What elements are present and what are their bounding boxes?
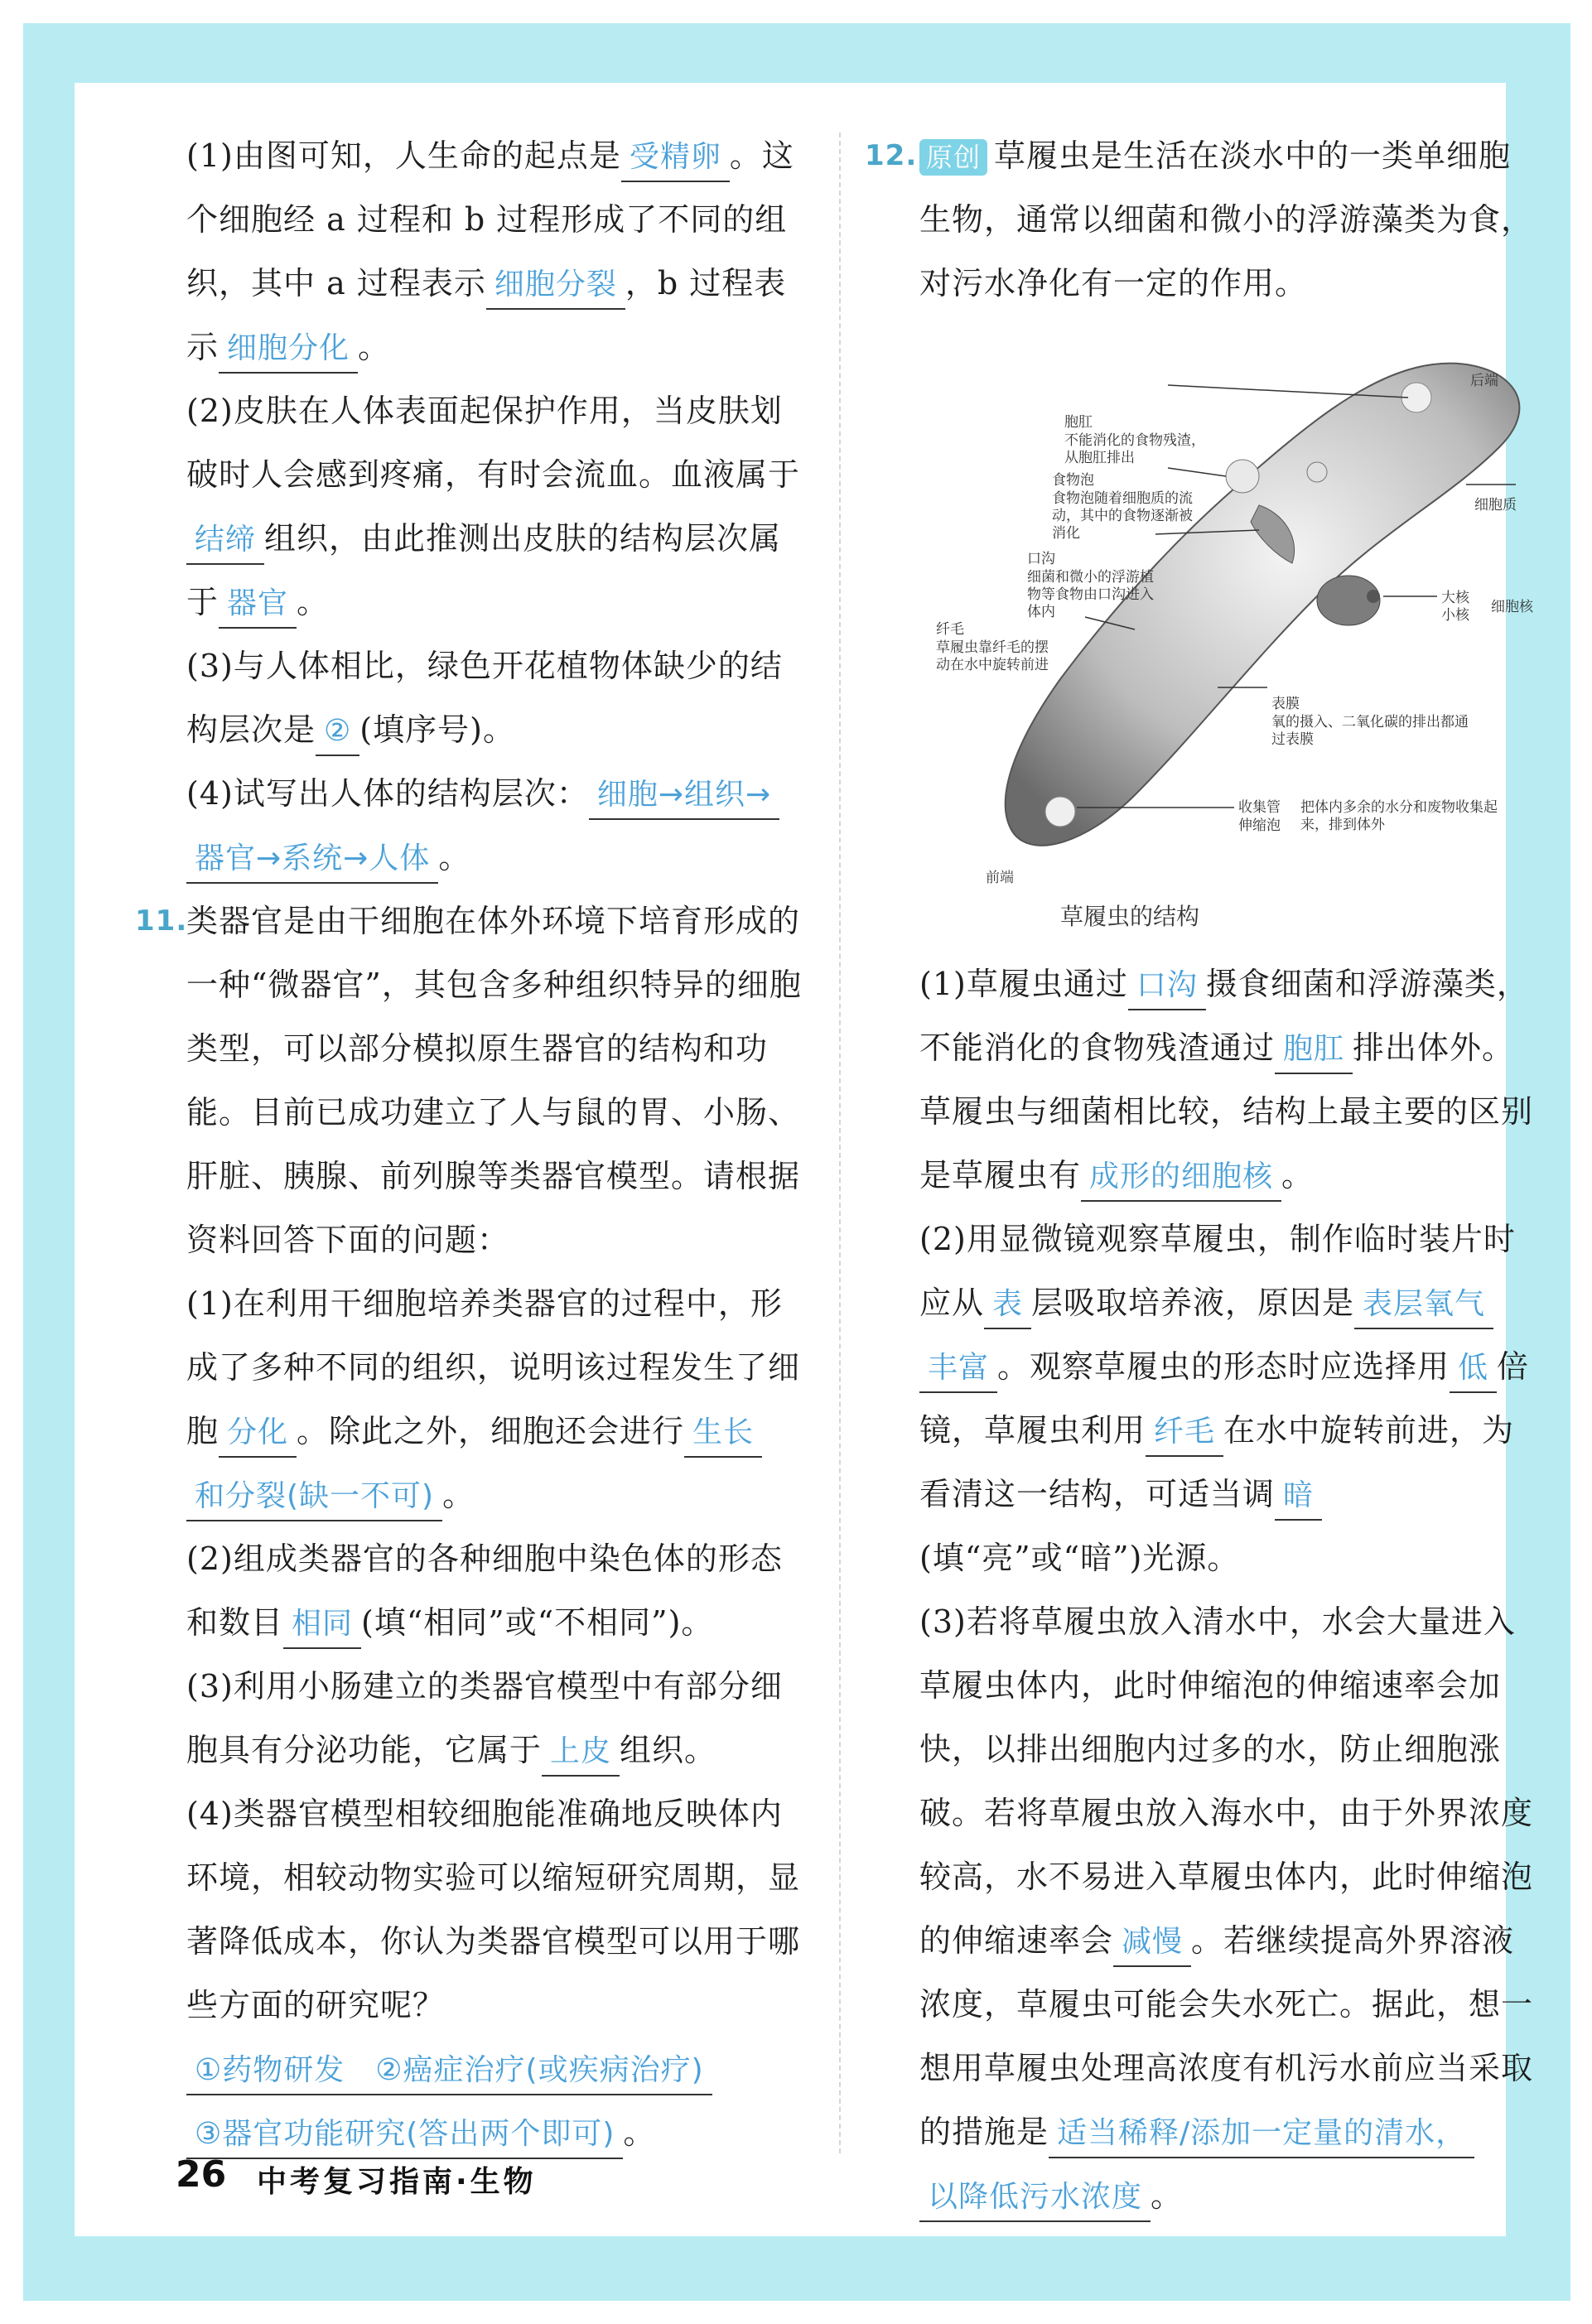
page-number: 26 (176, 2153, 227, 2196)
page-frame-left (23, 23, 75, 2301)
label-cytoproct: 胞肛 (1064, 414, 1093, 431)
question-number: 12. (865, 139, 918, 172)
question-number: 11. (135, 904, 188, 938)
label-micronucleus: 小核 (1441, 607, 1469, 624)
label-line (1168, 468, 1226, 476)
q11-part3 (186, 1655, 809, 1782)
answer: 以降低污水浓度 (919, 2174, 1151, 2222)
q12-part1 (919, 952, 1537, 1208)
text: (填序号)。 (359, 711, 515, 748)
text: 排出体外。草履虫与细菌相比较，结构上最主要的区别是草履虫有 (919, 1029, 1534, 1193)
text: (1)草履虫通过 (919, 966, 1128, 1002)
text: ，b 过程表示 (186, 265, 787, 365)
text: 。 (1281, 1157, 1315, 1193)
text: 。 (358, 329, 391, 365)
q12-part2 (919, 1208, 1537, 1590)
text: 类器官是由干细胞在体外环境下培育形成的一种“微器官”，其包含多种组织特异的细胞类型，可以部分模拟原生器官的结构和功能。目前已成功建立了人与鼠的胃、小肠、肝脏、胰腺、前列腺等类器官模型。请根据资料回答下面的问题： (186, 903, 802, 1258)
original-tag: 原创 (919, 139, 987, 176)
label-nucleus: 细胞核 (1491, 599, 1533, 615)
label-contractile-desc: 把体内多余的水分和废物收集起来，排到体外 (1300, 799, 1498, 833)
text: 倍镜，草履虫利用 (919, 1348, 1530, 1449)
q11-part1 (186, 1272, 809, 1527)
answer: 低 (1450, 1345, 1497, 1393)
answer: 受精卵 (621, 134, 730, 182)
text: (4)类器官模型相较细胞能准确地反映体内环境，相较动物实验可以缩短研究周期，显著降低成本，你认为类器官模型可以用于哪些方面的研究呢？ (186, 1796, 801, 2023)
q10-part4 (186, 762, 809, 890)
answer: 相同 (283, 1601, 361, 1649)
answer: 生长 (684, 1410, 762, 1458)
answer: 细胞→组织→ (589, 772, 779, 820)
answer: 表层氧气 (1354, 1281, 1493, 1329)
label-cilia-desc: 草履虫靠纤毛的摆动在水中旋转前进 (936, 639, 1049, 673)
q12-stem (865, 124, 1537, 316)
label-collecting-canal: 收集管 (1238, 799, 1281, 816)
paramecium-figure (919, 348, 1537, 944)
text: (3)利用小肠建立的类器官模型中有部分细胞具有分泌功能，它属于 (186, 1668, 783, 1768)
text: 。这个细胞经 a 过程和 b 过程形成了不同的组织，其中 a 过程表示 (186, 137, 794, 301)
text: (3)与人体相比，绿色开花植物体缺少的结构层次是 (186, 648, 783, 748)
text: (4)试写出人体的结构层次： (186, 775, 589, 812)
answer: 适当稀释/添加一定量的清水， (1049, 2110, 1474, 2158)
answer: ③器官功能研究(答出两个即可) (186, 2111, 623, 2159)
label-contractile-vacuole: 伸缩泡 (1238, 817, 1281, 834)
label-food-vacuole-desc: 食物泡随着细胞质的流动，其中的食物逐渐被消化 (1052, 490, 1193, 542)
text: (3)若将草履虫放入清水中，水会大量进入草履虫体内，此时伸缩泡的伸缩速率会加快，以排出细胞内过多的水，防止细胞涨破。若将草履虫放入海水中，由于外界浓度较高，水不易进入草履虫体内，此时伸缩泡的伸缩速率会 (919, 1603, 1534, 1959)
text: 。 (297, 584, 330, 620)
text: 层吸取培养液，原因是 (1031, 1285, 1355, 1321)
text: (1)由图可知，人生命的起点是 (186, 137, 621, 174)
label-oral-groove: 口沟 (1027, 551, 1055, 567)
answer: 细胞分化 (219, 325, 358, 374)
text: 。观察草履虫的形态时应选择用 (997, 1348, 1450, 1385)
column-divider (839, 133, 841, 2153)
right-column-lower (919, 952, 1537, 2228)
q11-part4-answer (186, 2037, 809, 2165)
figure-caption: 草履虫的结构 (1060, 903, 1200, 930)
label-oral-groove-desc: 细菌和微小的浮游植物等食物由口沟进入体内 (1027, 569, 1154, 620)
q11-part2 (186, 1527, 809, 1655)
q12-part3 (919, 1590, 1537, 2228)
text: 。除此之外，细胞还会进行 (297, 1413, 685, 1449)
answer: 细胞分裂 (486, 262, 625, 310)
answer: 纤毛 (1146, 1409, 1223, 1457)
page-frame-top (23, 23, 1570, 83)
q10-part2 (186, 379, 809, 634)
answer: 器官 (219, 581, 297, 629)
label-pellicle: 表膜 (1271, 696, 1300, 712)
text: 。若继续提高外界溶液浓度，草履虫可能会失水死亡。据此，想一想用草履虫处理高浓度有机污水前应当采取的措施是 (919, 1922, 1534, 2150)
text: 摄食细菌和浮游藻类，不能消化的食物残渣通过 (919, 966, 1529, 1066)
text: (填“相同”或“不相同”)。 (361, 1604, 714, 1641)
text: 组织，由此推测出皮肤的结构层次属于 (186, 520, 782, 620)
label-pellicle-desc: 氧的摄入、二氧化碳的排出都通过表膜 (1271, 714, 1469, 748)
text: 在水中旋转前进，为看清这一结构，可适当调 (919, 1412, 1515, 1512)
food-vacuole (1226, 460, 1259, 493)
text: 。 (623, 2114, 656, 2151)
text: 。 (442, 1477, 475, 1513)
answer: 减慢 (1113, 1919, 1191, 1967)
label-food-vacuole: 食物泡 (1052, 472, 1094, 489)
food-vacuole (1307, 462, 1327, 482)
text: (2)组成类器官的各种细胞中染色体的形态和数目 (186, 1540, 783, 1641)
text: (2)皮肤在人体表面起保护作用，当皮肤划破时人会感到疼痛，有时会流血。血液属于 (186, 393, 801, 493)
label-macronucleus: 大核 (1441, 590, 1469, 606)
text: (填“亮”或“暗”)光源。 (919, 1540, 1240, 1576)
page-frame-bottom (23, 2236, 1570, 2301)
q10-part1 (186, 124, 809, 379)
micronucleus (1367, 590, 1380, 603)
answer: 器官→系统→人体 (186, 836, 438, 884)
answer: 上皮 (542, 1729, 620, 1777)
answer: 和分裂(缺一不可) (186, 1473, 442, 1521)
answer: ② (316, 708, 359, 756)
label-cilia: 纤毛 (936, 621, 964, 638)
answer: 结缔 (186, 517, 264, 565)
answer: 口沟 (1128, 962, 1206, 1010)
contractile-vacuole (1045, 797, 1075, 827)
answer: 表 (984, 1281, 1031, 1329)
answer: ①药物研发 ②癌症治疗(或疾病治疗) (186, 2047, 712, 2095)
label-cytoplasm: 细胞质 (1474, 497, 1517, 513)
answer: 丰富 (919, 1345, 997, 1393)
label-cytoproct-desc: 不能消化的食物残渣，从胞肛排出 (1064, 432, 1205, 466)
answer: 胞肛 (1275, 1026, 1353, 1074)
left-column (135, 124, 809, 2165)
q10-part3 (186, 634, 809, 762)
answer: 暗 (1275, 1473, 1322, 1521)
right-column (865, 124, 1537, 316)
text: (1)在利用干细胞培养类器官的过程中，形成了多种不同的组织，说明该过程发生了细胞 (186, 1285, 801, 1449)
q11-stem (135, 890, 809, 1272)
answer: 分化 (219, 1410, 297, 1458)
q11-part4 (186, 1782, 809, 2037)
label-rear-end: 后端 (1470, 373, 1498, 389)
text: 。 (1151, 2177, 1184, 2214)
text: 。 (438, 839, 471, 875)
text: 草履虫是生活在淡水中的一类单细胞生物，通常以细菌和微小的浮游藻类为食，对污水净化有一定的作用。 (919, 137, 1534, 301)
answer: 成形的细胞核 (1081, 1154, 1281, 1202)
text: 组织。 (620, 1732, 717, 1768)
label-front-end: 前端 (986, 870, 1014, 886)
text: (2)用显微镜观察草履虫，制作临时装片时应从 (919, 1221, 1516, 1321)
book-title: 中考复习指南·生物 (257, 2165, 537, 2199)
